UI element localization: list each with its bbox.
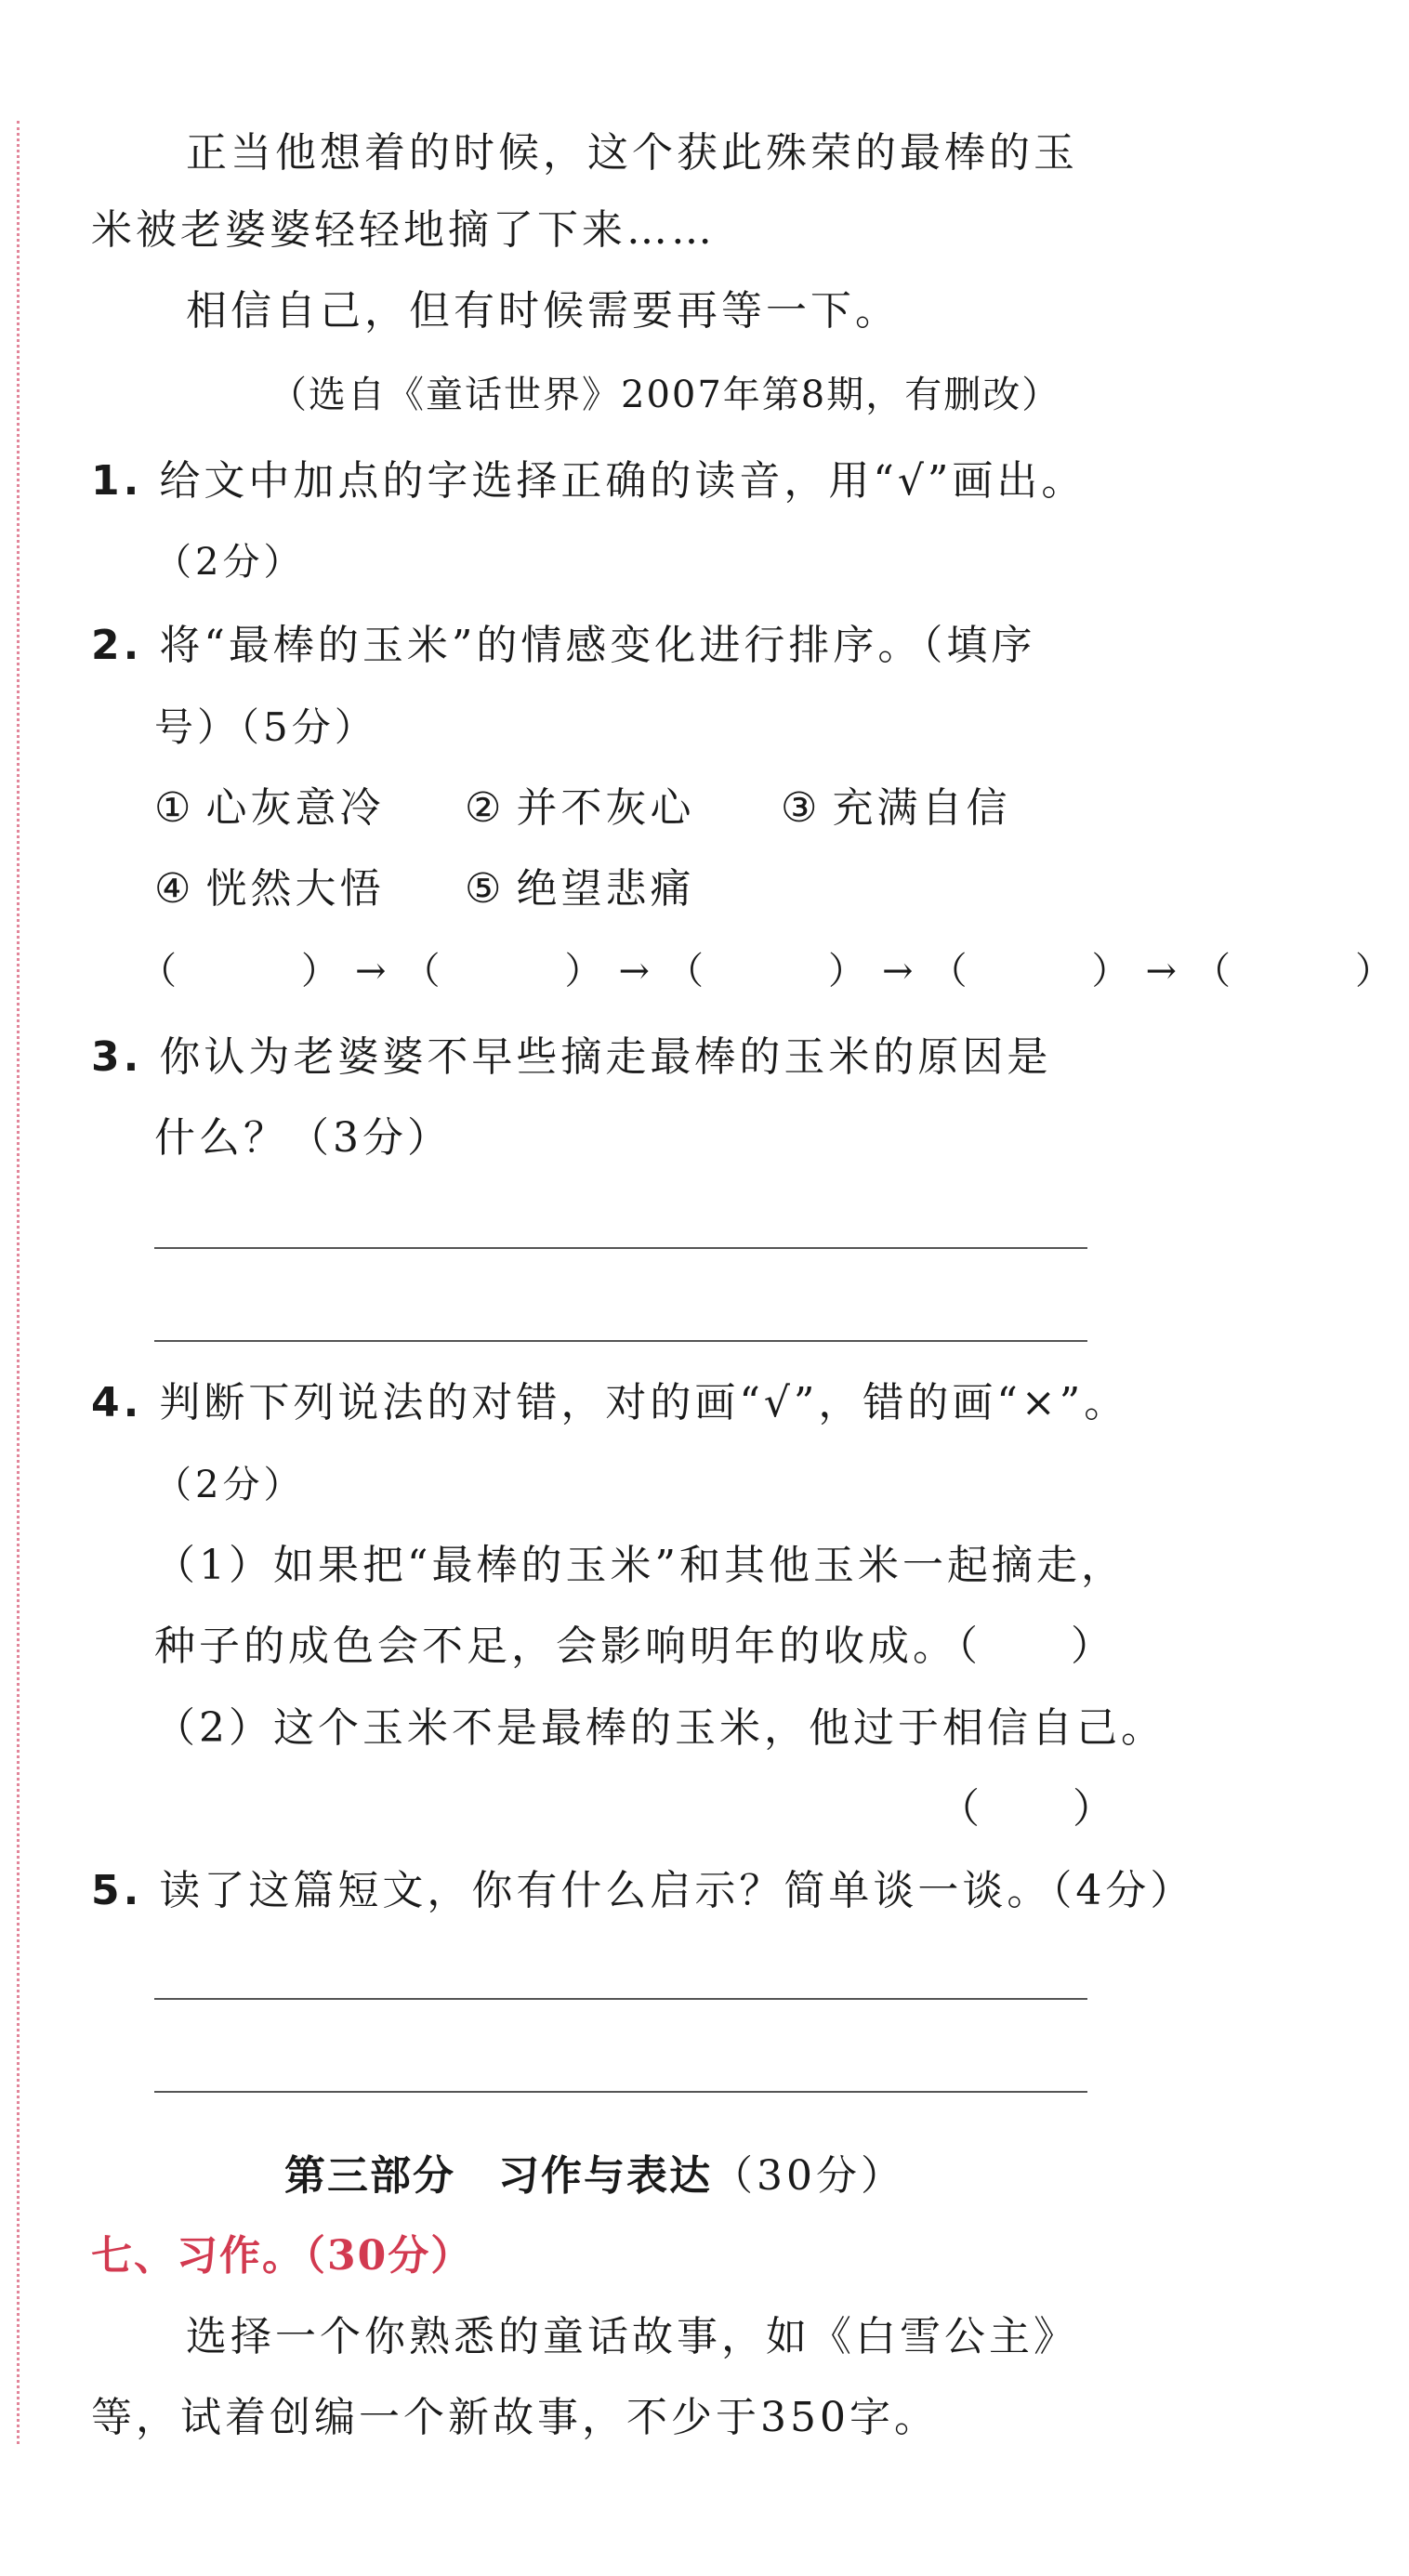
story-paragraph-1-line-2: 米被老婆婆轻轻地摘了下来…… — [91, 206, 716, 254]
option-mark: ③ — [781, 784, 822, 832]
question-2-line-2: 号）（5分） — [154, 704, 377, 750]
question-number: 4. — [91, 1379, 143, 1426]
margin-dotted-line — [17, 121, 20, 2444]
writing-prompt-line-1: 选择一个你熟悉的童话故事，如《白雪公主》 — [186, 2313, 1078, 2360]
option-mark: ② — [465, 784, 506, 832]
question-5 — [91, 1863, 1194, 1919]
part-3-title: 第三部分 习作与表达 — [284, 2152, 712, 2200]
question-3-answer-line-1[interactable] — [154, 1247, 1087, 1249]
question-2-answer-order[interactable]: （ ）→（ ）→（ ）→（ ）→（ ） — [139, 950, 1409, 992]
section-7-heading: 七、习作。（30分） — [91, 2232, 474, 2280]
question-3-answer-line-2[interactable] — [154, 1340, 1087, 1342]
story-paragraph-1-line-1: 正当他想着的时候，这个获此殊荣的最棒的玉 — [186, 129, 1078, 177]
question-4-score: （2分） — [154, 1464, 305, 1506]
option-mark: ① — [154, 784, 195, 832]
part-3-score: （30分） — [712, 2152, 905, 2200]
question-2 — [91, 618, 1035, 674]
writing-prompt-line-2: 等，试着创编一个新故事，不少于350字。 — [91, 2394, 939, 2441]
question-4-statement-2-answer[interactable]: （ ） — [939, 1785, 1117, 1833]
question-1-score: （2分） — [154, 541, 305, 584]
question-4-statement-1-line-2: 种子的成色会不足，会影响明年的收成。（ ） — [154, 1623, 1115, 1670]
option-mark: ④ — [154, 865, 195, 913]
question-4 — [91, 1375, 1128, 1431]
question-4-statement-2-line-1: （2）这个玉米不是最棒的玉米，他过于相信自己。 — [154, 1704, 1165, 1752]
question-4-statement-1-line-1: （1）如果把“最棒的玉米”和其他玉米一起摘走， — [154, 1542, 1126, 1589]
story-paragraph-2: 相信自己，但有时候需要再等一下。 — [186, 287, 900, 335]
story-source: （选自《童话世界》2007年第8期，有删改） — [270, 374, 1061, 416]
question-number: 5. — [91, 1867, 143, 1914]
question-1 — [91, 453, 1086, 509]
question-3-text: 你认为老婆婆不早些摘走最棒的玉米的原因是 — [159, 1033, 1052, 1081]
question-5-answer-line-2[interactable] — [154, 2091, 1087, 2093]
question-number: 3. — [91, 1033, 143, 1081]
option-text: 恍然大悟 — [205, 865, 385, 913]
question-2-option-4 — [154, 861, 384, 917]
option-text: 充满自信 — [832, 784, 1011, 832]
option-mark: ⑤ — [465, 865, 506, 913]
question-5-text: 读了这篇短文，你有什么启示？简单谈一谈。（4分） — [159, 1867, 1195, 1914]
question-2-text: 将“最棒的玉米”的情感变化进行排序。（填序 — [159, 622, 1036, 669]
question-number: 1. — [91, 457, 143, 505]
question-2-option-5 — [465, 861, 694, 917]
question-3-line-2: 什么？（3分） — [154, 1114, 452, 1162]
part-3-heading — [284, 2149, 905, 2204]
question-4-text: 判断下列说法的对错，对的画“√”，错的画“×”。 — [159, 1379, 1129, 1426]
question-1-text: 给文中加点的字选择正确的读音，用“√”画出。 — [159, 457, 1086, 505]
question-2-option-3 — [781, 781, 1010, 836]
question-5-answer-line-1[interactable] — [154, 1998, 1087, 2000]
option-text: 并不灰心 — [516, 784, 695, 832]
option-text: 绝望悲痛 — [516, 865, 695, 913]
question-number: 2. — [91, 622, 143, 669]
question-2-option-1 — [154, 781, 384, 836]
question-2-option-2 — [465, 781, 694, 836]
option-text: 心灰意冷 — [205, 784, 385, 832]
question-3 — [91, 1030, 1051, 1085]
